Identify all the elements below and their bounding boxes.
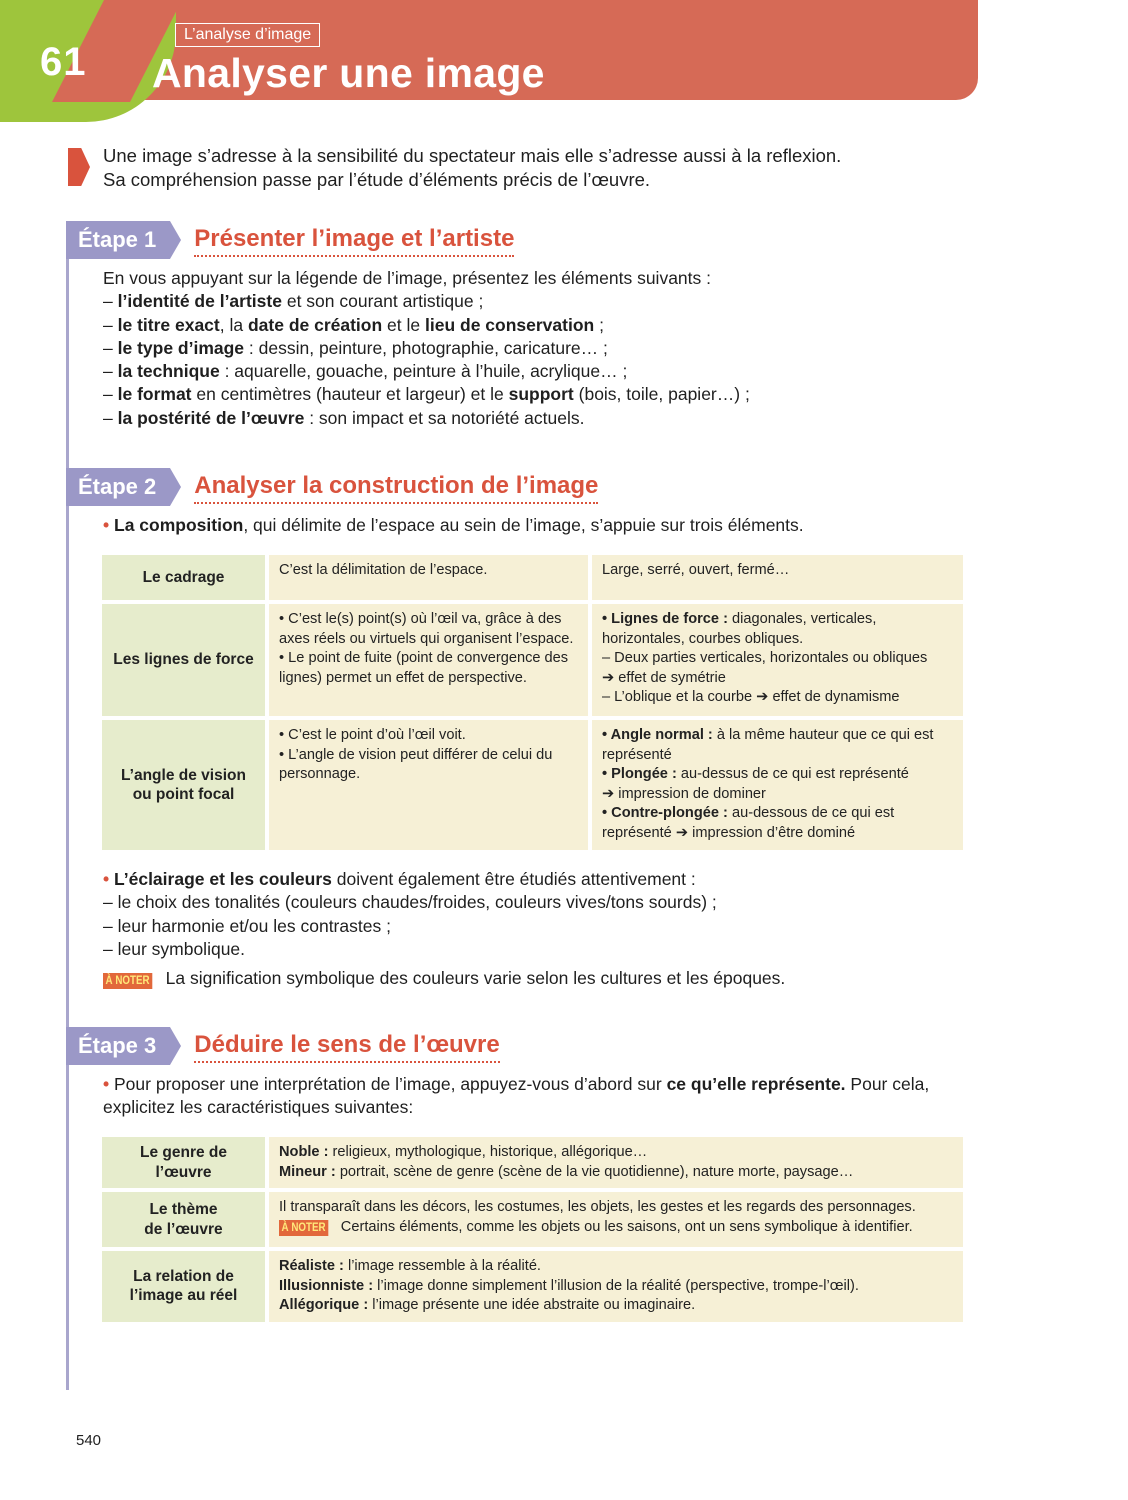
- composition-text: • La composition, qui délimite de l’espace au sein de l’image, s’appuie sur trois éléments.: [103, 515, 804, 535]
- table-head-cell: Les lignes de force: [102, 604, 265, 716]
- step1-heading: [66, 221, 514, 259]
- table-cell: Noble : religieux, mythologique, historique, allégorique… Mineur : portrait, scène de genre (scène de la vie quotidienne), nature morte, paysage…: [269, 1137, 963, 1188]
- intro-line: Sa compréhension passe par l’étude d’éléments précis de l’œuvre.: [103, 169, 651, 190]
- step3-lead: • Pour proposer une interprétation de l’image, appuyez-vous d’abord sur ce qu’elle représente. Pour cela, explicitez les caractéristiques suivantes:: [103, 1074, 930, 1118]
- section-kicker: L’analyse d’image: [175, 23, 320, 47]
- intro-text: [103, 144, 983, 192]
- step1-lead: En vous appuyant sur la légende de l’image, présentez les éléments suivants :: [103, 268, 711, 288]
- table-cell: • Lignes de force : diagonales, verticales, horizontales, courbes obliques. – Deux parties verticales, horizontales ou obliques ➔ effet de symétrie – L’oblique et la courbe ➔ effet de dynamisme: [592, 604, 963, 716]
- list-item: – le type d’image : dessin, peinture, photographie, caricature… ;: [103, 337, 608, 358]
- table-row: [102, 604, 963, 716]
- table-head-cell: L’angle de vision ou point focal: [102, 720, 265, 850]
- step1-content: [103, 267, 983, 430]
- left-rule: [66, 258, 69, 1390]
- step1-tag: Étape 1: [66, 221, 170, 259]
- table-cell: • C’est le(s) point(s) où l’œil va, grâce à des axes réels ou virtuels qui organisent l’espace. • Le point de fuite (point de convergence des lignes) permet un effet de perspective.: [269, 604, 588, 716]
- table-row: [102, 1192, 963, 1247]
- step2-title: Analyser la construction de l’image: [194, 471, 598, 504]
- meaning-table: [98, 1133, 967, 1326]
- note: À NOTER La signification symbolique des couleurs varie selon les cultures et les époques.: [103, 967, 983, 990]
- list-item: – l’identité de l’artiste et son courant artistique ;: [103, 291, 484, 312]
- table-row: [102, 1251, 963, 1322]
- note-badge: À NOTER: [279, 1220, 328, 1236]
- step2-heading: [66, 468, 598, 506]
- table-head-cell: La relation de l’image au réel: [102, 1251, 265, 1322]
- note-badge: À NOTER: [103, 973, 152, 989]
- list-item: – le format en centimètres (hauteur et largeur) et le support (bois, toile, papier…) ;: [103, 384, 750, 405]
- intro-arrow-icon: [68, 148, 90, 186]
- table-cell: • Angle normal : à la même hauteur que ce qui est représenté • Plongée : au-dessus de ce qui est représenté ➔ impression de dominer • Contre-plongée : au-dessous de ce qui est représenté ➔ impression d’être dominé: [592, 720, 963, 850]
- list-item: – la postérité de l’œuvre : son impact et sa notoriété actuels.: [103, 407, 585, 428]
- table-head-cell: Le cadrage: [102, 555, 265, 600]
- lighting-section: • L’éclairage et les couleurs doivent également être étudiés attentivement : – le choix des tonalités (couleurs chaudes/froides, couleurs vives/tons sourds) ; – leur harmonie et/ou les contrastes ; – leur symbolique. À NOTER La signification symbolique des couleurs varie selon les cultures et les époques.: [103, 868, 983, 990]
- table-head-cell: Le genre de l’œuvre: [102, 1137, 265, 1188]
- table-row: [102, 555, 963, 600]
- table-cell: Il transparaît dans les décors, les costumes, les objets, les gestes et les regards des personnages. À NOTER Certains éléments, comme les objets ou les saisons, ont un sens symbolique à identifier.: [269, 1192, 963, 1247]
- list-item: – leur harmonie et/ou les contrastes ;: [103, 915, 391, 936]
- table-row: [102, 720, 963, 850]
- table-cell: Réaliste : l’image ressemble à la réalité. Illusionniste : l’image donne simplement l’illusion de la réalité (perspective, trompe-l’œil). Allégorique : l’image présente une idée abstraite ou imaginaire.: [269, 1251, 963, 1322]
- list-item: – le titre exact, la date de création et le lieu de conservation ;: [103, 314, 604, 335]
- table-cell: • C’est le point d’où l’œil voit. • L’angle de vision peut différer de celui du personnage.: [269, 720, 588, 850]
- step2-tag: Étape 2: [66, 468, 170, 506]
- composition-table: [98, 551, 967, 854]
- table-cell: C’est la délimitation de l’espace.: [269, 555, 588, 600]
- table-cell: Large, serré, ouvert, fermé…: [592, 555, 963, 600]
- page-number: 540: [76, 1432, 102, 1449]
- step3-heading: [66, 1027, 500, 1065]
- step3-tag: Étape 3: [66, 1027, 170, 1065]
- step3-title: Déduire le sens de l’œuvre: [194, 1030, 499, 1063]
- step1-title: Présenter l’image et l’artiste: [194, 224, 514, 257]
- chapter-number: 61: [40, 40, 87, 84]
- list-item: – la technique : aquarelle, gouache, peinture à l’huile, acrylique… ;: [103, 361, 628, 382]
- table-head-cell: Le thème de l’œuvre: [102, 1192, 265, 1247]
- intro-line: Une image s’adresse à la sensibilité du spectateur mais elle s’adresse aussi à la reflexion.: [103, 145, 842, 166]
- table-row: [102, 1137, 963, 1188]
- list-item: – le choix des tonalités (couleurs chaudes/froides, couleurs vives/tons sourds) ;: [103, 892, 717, 913]
- list-item: – leur symbolique.: [103, 938, 246, 959]
- page-title: Analyser une image: [152, 50, 545, 96]
